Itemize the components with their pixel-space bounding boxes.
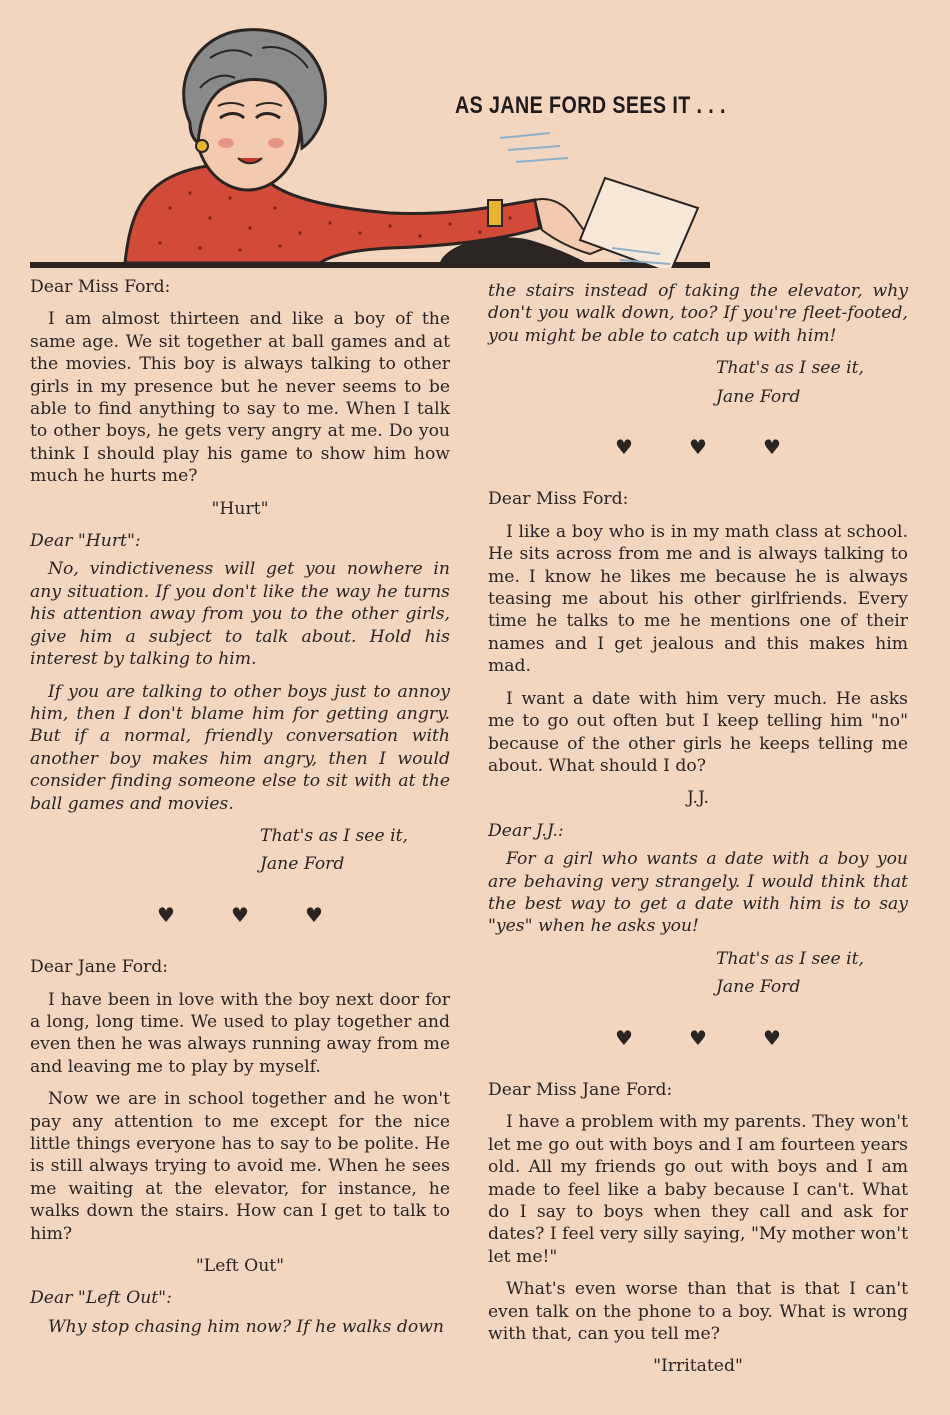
letter-body: I like a boy who is in my math class at school. He sits across from me and is always talking to me. I know he likes me because he is always teasing me about his other girlfriends. Every time he talks to me he mentions one of their names and I get jealous and this makes him mad. [488,521,908,677]
heart-icon: ♥ [615,1025,633,1050]
reply-signature-name: Jane Ford [716,386,801,407]
reply-signature-name: Jane Ford [716,977,801,998]
letter-salutation: Dear Jane Ford: [30,957,169,978]
heart-icon: ♥ [689,1025,707,1050]
reply-salutation: Dear "Left Out": [30,1288,172,1309]
reply-body: the stairs instead of taking the elevator, why don't you walk down, too? If you're fleet-footed, you might be able to catch up with him! [488,281,908,346]
heart-icon: ♥ [689,435,707,460]
reply-signature-name: Jane Ford [260,854,345,875]
letter-salutation: Dear Miss Ford: [488,489,629,510]
heart-icon: ♥ [231,902,249,927]
letter-body: I have a problem with my parents. They won't let me go out with boys and I am fourteen years old. All my friends go out with boys and I am made to feel like a baby because I can't. What do I say to boys when they call and ask for dates? I feel very silly saying, "My mother won't let me!" [488,1112,908,1267]
reply-signature-line: That's as I see it, [716,358,864,379]
heart-icon: ♥ [157,902,175,927]
reply-signature-line: That's as I see it, [716,948,864,969]
letter-salutation: Dear Miss Jane Ford: [488,1079,673,1100]
letter-body: What's even worse than that is that I can't even talk on the phone to a boy. What is wrong with that, can you tell me? [488,1279,908,1345]
reply-salutation: Dear "Hurt": [30,531,141,552]
letter-body: Now we are in school together and he won't pay any attention to me except for the nice little things everyone has to say to be polite. He is still always trying to avoid me. When he sees me waiting at the elevator, for instance, he walks down the stairs. How can I get to talk to him? [30,1089,450,1244]
reply-body: If you are talking to other boys just to annoy him, then I don't blame him for getting angry. But if a normal, friendly conversation with another boy makes him angry, then I would consider finding someone else to sit with at the ball games and movies. [30,681,450,814]
reply-salutation: Dear J.J.: [488,820,564,841]
letter-signature: "Irritated" [653,1356,743,1377]
letter-signature: "Hurt" [211,498,269,519]
letter-body: I want a date with him very much. He asks me to go out often but I keep telling him "no" because of the other girls he keeps telling me about. What should I do? [488,688,908,776]
letter-signature: "Left Out" [195,1256,285,1277]
heart-icon: ♥ [763,435,781,460]
column-title: AS JANE FORD SEES IT . . . [455,92,726,119]
heart-icon: ♥ [763,1025,781,1050]
letter-salutation: Dear Miss Ford: [30,277,171,297]
heart-icon: ♥ [615,435,633,460]
heart-divider [488,1027,908,1049]
heart-icon: ♥ [305,902,323,927]
letter-signature: J.J. [686,788,710,809]
letter-body: I have been in love with the boy next door for a long, long time. We used to play together and even then he was always running away from me and leaving me to play by myself. [30,989,450,1077]
heart-divider [488,436,908,458]
left-column [30,276,450,1348]
jane-ford-illustration [30,18,730,268]
reply-body: Why stop chasing him now? If he walks down [48,1316,444,1337]
letter-body: I am almost thirteen and like a boy of the same age. We sit together at ball games and at the movies. This boy is always talking to other girls in my presence but he never seems to be able to find anything to say to me. When I talk to other boys, he gets very angry at me. Do you think I should play his game to show him how much he hurts me? [30,309,450,487]
reply-signature-line: That's as I see it, [260,825,408,846]
reply-body: No, vindictiveness will get you nowhere in any situation. If you don't like the way he turns his attention away from you to the other girls, give him a subject to talk about. Hold his interest by talking to him. [30,559,450,670]
reply-body: For a girl who wants a date with a boy you are behaving very strangely. I would think that the best way to get a date with him is to say "yes" when he asks you! [488,849,908,937]
right-column [488,280,908,1388]
heart-divider [30,904,450,926]
